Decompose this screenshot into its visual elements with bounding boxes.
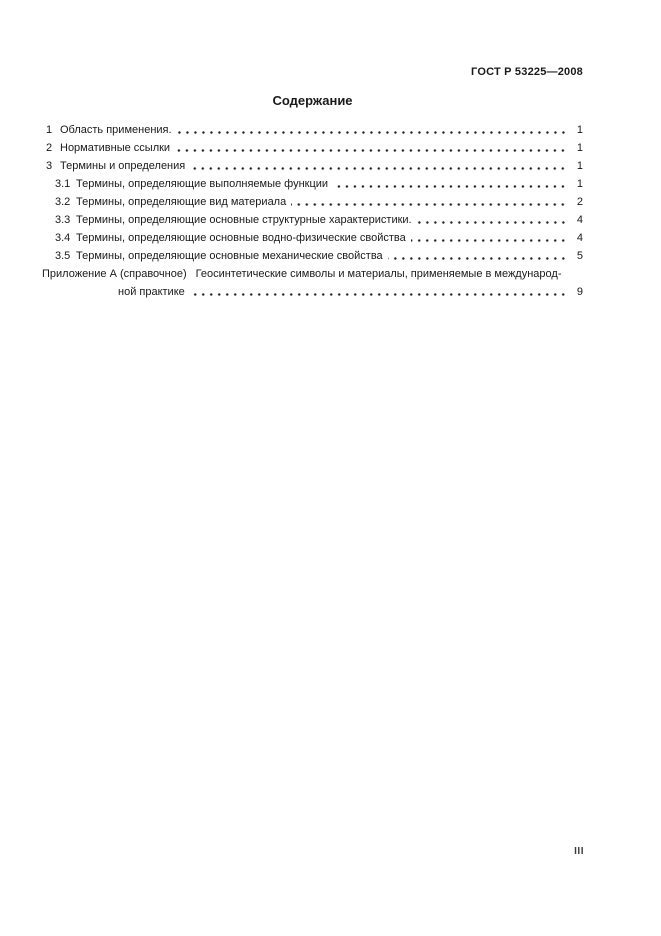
dot-leader	[333, 175, 569, 193]
entry-page-number: 5	[576, 250, 583, 262]
entry-page-number: 9	[576, 286, 583, 298]
table-of-contents	[42, 121, 583, 301]
page-title: Содержание	[272, 93, 353, 108]
dot-leader	[417, 211, 569, 229]
toc-entry	[42, 121, 583, 139]
dot-leader	[190, 157, 569, 175]
entry-label: Термины, определяющие выполняемые функции	[76, 178, 329, 190]
entry-page-number: 1	[576, 142, 583, 154]
entry-number: 2	[46, 142, 53, 154]
entry-page-number: 2	[576, 196, 583, 208]
entry-number: 3.1	[55, 178, 71, 190]
entry-number: 3.2	[55, 196, 71, 208]
entry-label: Термины и определения	[60, 160, 186, 172]
appendix-title-continued: ной практике	[118, 286, 185, 298]
appendix-label: Приложение А (справочное)	[42, 268, 187, 280]
toc-entry	[42, 193, 583, 211]
toc-entry	[42, 139, 583, 157]
entry-label: Термины, определяющие основные структурные характеристики.	[76, 214, 412, 226]
entry-number: 3.5	[55, 250, 71, 262]
appendix-line-2	[42, 283, 583, 301]
entry-page-number: 1	[576, 160, 583, 172]
page-number-folio: III	[574, 846, 584, 857]
entry-label: Термины, определяющие основные водно-физические свойства	[76, 232, 406, 244]
dot-leader	[177, 121, 569, 139]
dot-leader	[411, 229, 569, 247]
dot-leader	[190, 283, 569, 301]
entry-number: 3.3	[55, 214, 71, 226]
dot-leader	[291, 193, 569, 211]
entry-number: 3	[46, 160, 53, 172]
entry-label: Термины, определяющие основные механические свойства	[76, 250, 383, 262]
toc-appendix-entry	[42, 265, 583, 301]
toc-entry	[42, 175, 583, 193]
entry-label: Термины, определяющие вид материала	[76, 196, 287, 208]
entry-label: Область применения.	[60, 124, 172, 136]
entry-page-number: 1	[576, 124, 583, 136]
entry-page-number: 4	[576, 214, 583, 226]
toc-entry	[42, 157, 583, 175]
entry-number: 1	[46, 124, 53, 136]
toc-entry	[42, 247, 583, 265]
entry-number: 3.4	[55, 232, 71, 244]
entry-page-number: 1	[576, 178, 583, 190]
entry-label: Нормативные ссылки	[60, 142, 171, 154]
toc-entry	[42, 229, 583, 247]
document-code: ГОСТ Р 53225—2008	[471, 66, 583, 78]
entry-page-number: 4	[576, 232, 583, 244]
appendix-line-1	[42, 265, 583, 283]
dot-leader	[175, 139, 569, 157]
dot-leader	[388, 247, 569, 265]
appendix-title: Геосинтетические символы и материалы, применяемые в международ-	[195, 268, 562, 280]
toc-entry	[42, 211, 583, 229]
